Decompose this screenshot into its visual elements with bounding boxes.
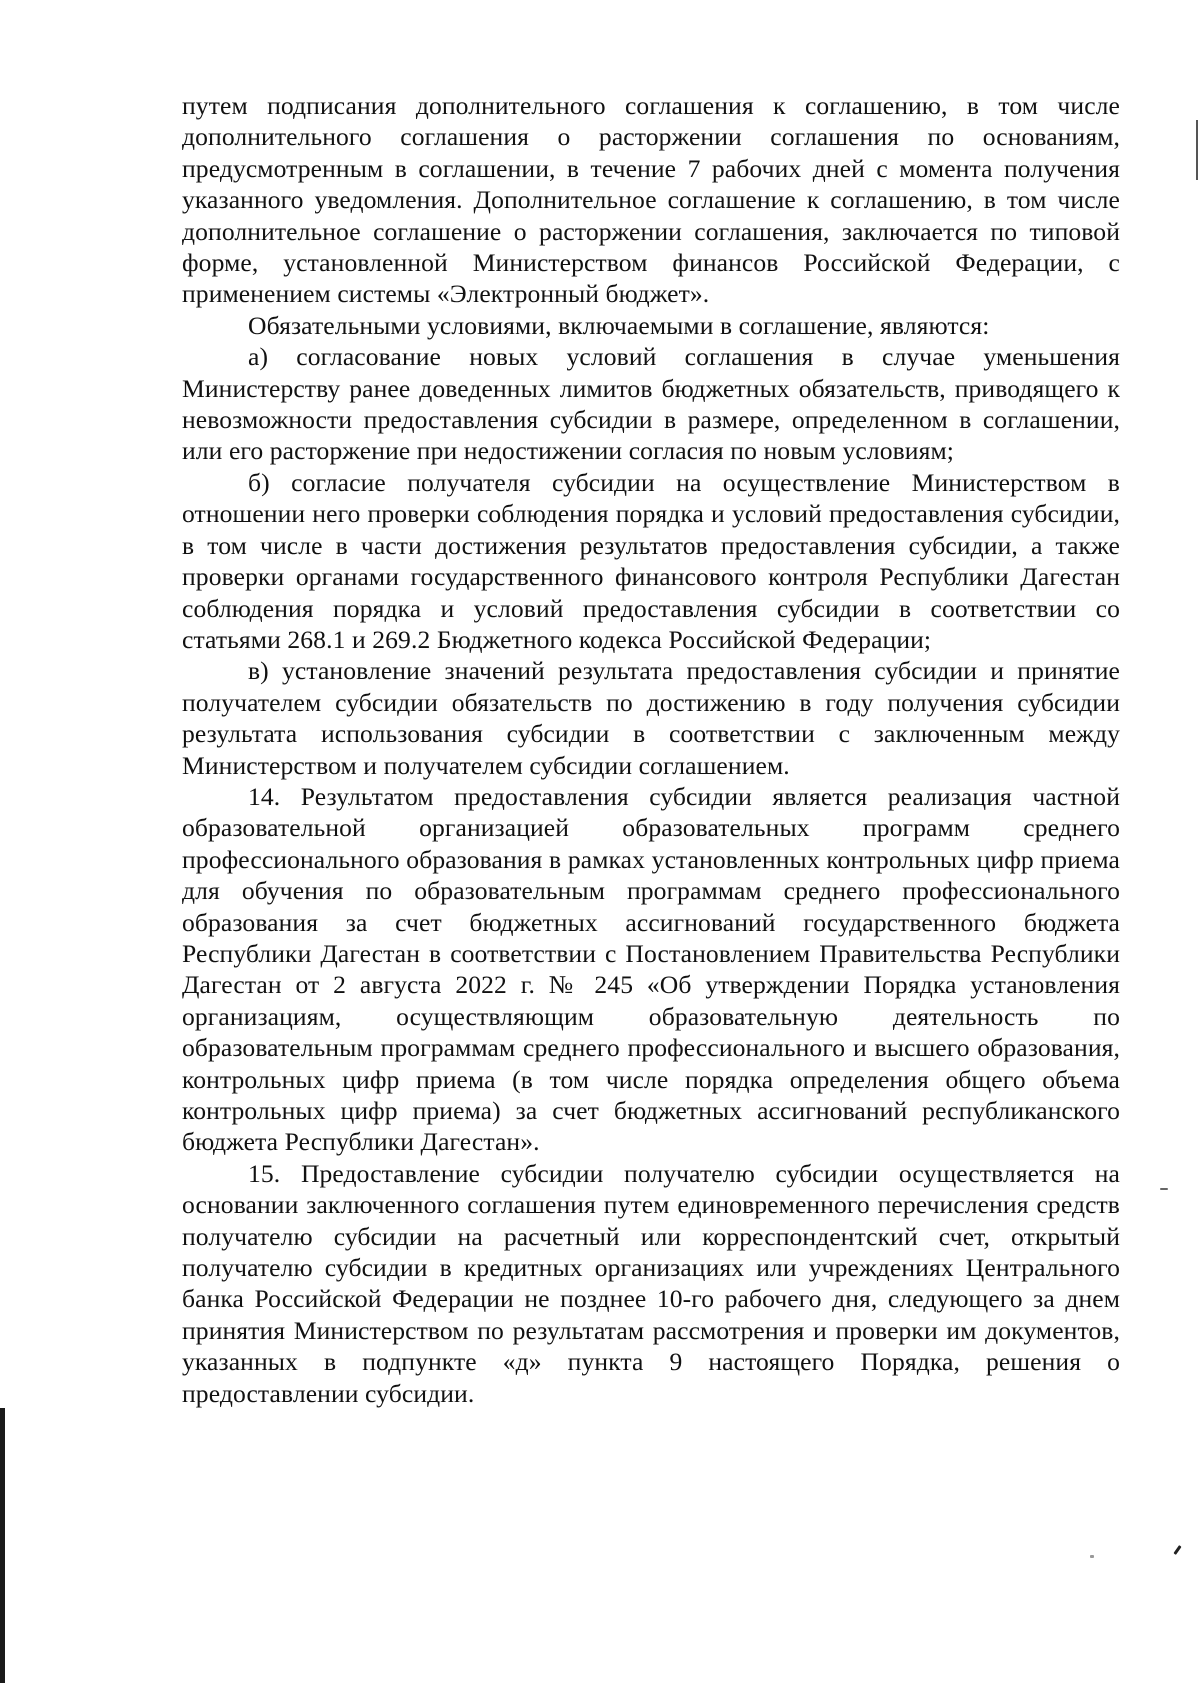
paragraph-15: 15. Предоставление субсидии получателю субсидии осуществляется на основании заключенного соглашения путем единовременного перечисления средств получателю субсидии на расчетный или корреспондентский счет, открытый получателю субсидии в кредитных организациях или учреждениях Центрального банка Российской Федерации не позднее 10-го рабочего дня, следующего за днем принятия Министерством по результатам рассмотрения и проверки им документов, указанных в подпункте «д» пункта 9 настоящего Порядка, решения о предоставлении субсидии.	[182, 1158, 1120, 1408]
scan-speck	[1173, 1545, 1181, 1555]
paragraph-item-v: в) установление значений результата предоставления субсидии и принятие получателем субсидии обязательств по достижению в году получения субсидии результата использования субсидии в соответствии с заключенным между Министерством и получателем субсидии соглашением.	[182, 656, 1120, 780]
paragraph-item-b: б) согласие получателя субсидии на осуществление Министерством в отношении него проверки соблюдения порядка и условий предоставления субсидии, в том числе в части достижения результатов предоставления субсидии, а также проверки органами государственного финансового контроля Республики Дагестан соблюдения порядка и условий предоставления субсидии в соответствии со статьями 268.1 и 269.2 Бюджетного кодекса Российской Федерации;	[182, 467, 1120, 654]
paragraph-mandatory-conditions: Обязательными условиями, включаемыми в соглашение, являются:	[248, 310, 990, 340]
scan-edge-mark	[1196, 120, 1198, 180]
scan-speck	[1160, 1188, 1168, 1190]
paragraph-item-a: а) согласование новых условий соглашения в случае уменьшения Министерству ранее доведенных лимитов бюджетных обязательств, приводящего к невозможности предоставления субсидии в размере, определенном в соглашении, или его расторжение при недостижении согласия по новым условиям;	[182, 342, 1120, 466]
scan-edge-bar	[0, 1408, 5, 1683]
paragraph-14: 14. Результатом предоставления субсидии является реализация частной образовательной организацией образовательных программ среднего профессионального образования в рамках установленных контрольных цифр приема для обучения по образовательным программам среднего профессионального образования за счет бюджетных ассигнований государственного бюджета Республики Дагестан в соответствии с Постановлением Правительства Республики Дагестан от 2 августа 2022 г. № 245 «Об утверждении Порядка установления организациям, осуществляющим образовательную деятельность по образовательным программам среднего профессионального и высшего образования, контрольных цифр приема (в том числе порядка определения общего объема контрольных цифр приема) за счет бюджетных ассигнований республиканского бюджета Республики Дагестан».	[182, 781, 1120, 1157]
document-body	[182, 90, 1120, 1409]
scan-speck	[1090, 1555, 1094, 1558]
paragraph-continuation: путем подписания дополнительного соглашения к соглашению, в том числе дополнительного соглашения о расторжении соглашения по основаниям, предусмотренным в соглашении, в течение 7 рабочих дней с момента получения указанного уведомления. Дополнительное соглашение к соглашению, в том числе дополнительное соглашение о расторжении соглашения, заключается по типовой форме, установленной Министерством финансов Российской Федерации, с применением системы «Электронный бюджет».	[182, 91, 1120, 309]
